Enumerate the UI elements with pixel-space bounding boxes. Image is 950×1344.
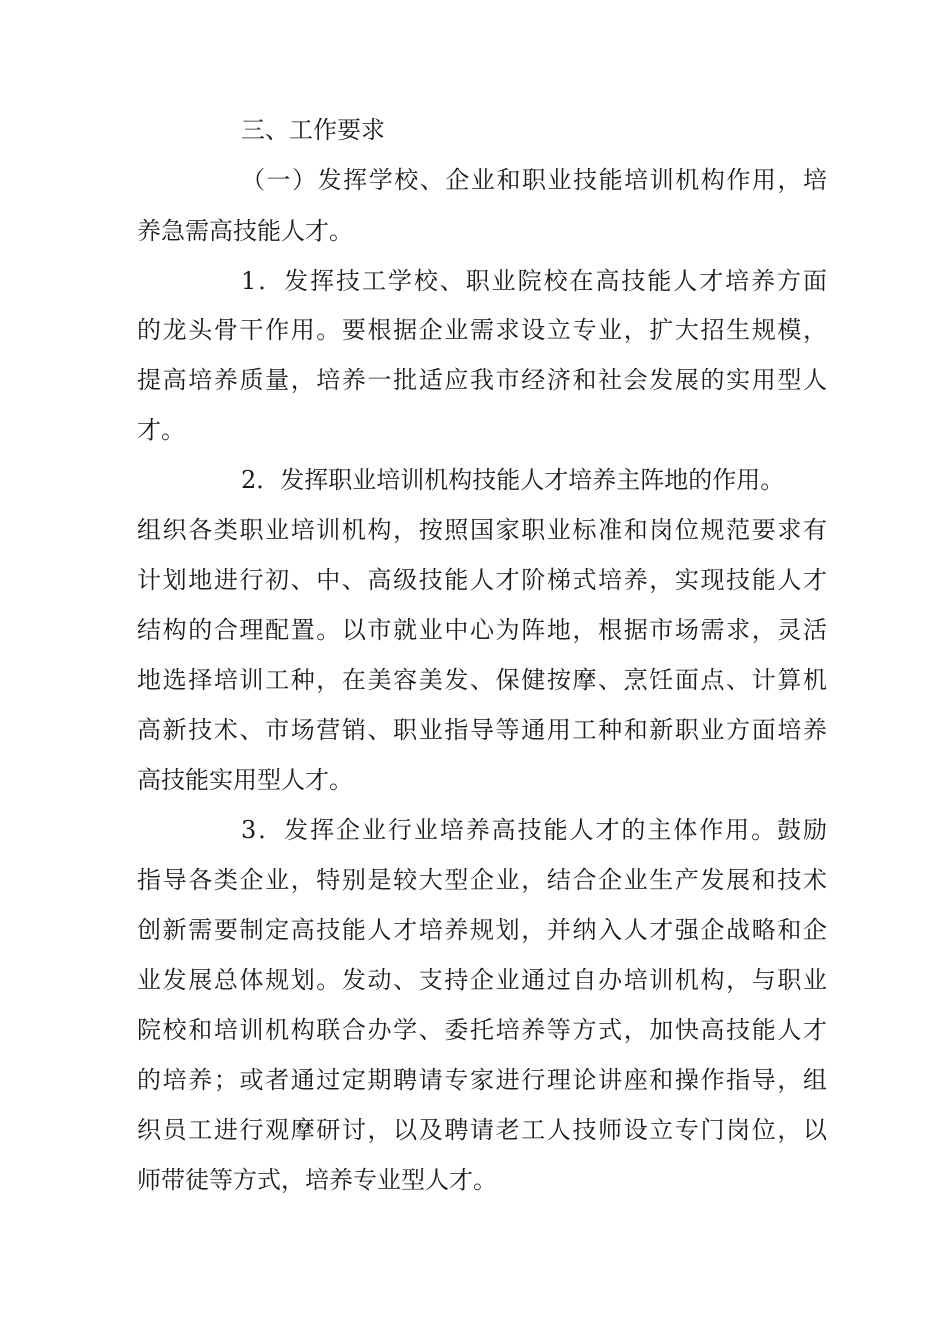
- para3-line-4: 业发展总体规划。发动、支持企业通过自办培训机构，与职业: [137, 966, 827, 994]
- para2-line-1: 2．发挥职业培训机构技能人才培养主阵地的作用。: [241, 466, 785, 494]
- subsection-title-line-1: （一）发挥学校、企业和职业技能培训机构作用，培: [241, 166, 827, 194]
- para1-line-3: 提高培养质量，培养一批适应我市经济和社会发展的实用型人: [137, 366, 827, 394]
- para3-line-1: 3．发挥企业行业培养高技能人才的主体作用。鼓励: [241, 816, 827, 844]
- para1-line-1: 1．发挥技工学校、职业院校在高技能人才培养方面: [241, 267, 827, 295]
- para3-line-2: 指导各类企业，特别是较大型企业，结合企业生产发展和技术: [137, 866, 827, 894]
- para2-line-7: 高技能实用型人才。: [137, 766, 353, 794]
- para2-line-3: 计划地进行初、中、高级技能人才阶梯式培养，实现技能人才: [137, 566, 827, 594]
- para3-line-8: 师带徒等方式，培养专业型人才。: [137, 1166, 497, 1194]
- subsection-title-line-2: 养急需高技能人才。: [137, 217, 353, 245]
- para2-line-2: 组织各类职业培训机构，按照国家职业标准和岗位规范要求有: [137, 516, 827, 544]
- para2-line-6: 高新技术、市场营销、职业指导等通用工种和新职业方面培养: [137, 716, 827, 744]
- para3-line-6: 的培养；或者通过定期聘请专家进行理论讲座和操作指导，组: [137, 1066, 827, 1094]
- para1-line-4: 才。: [137, 416, 185, 444]
- para2-line-4: 结构的合理配置。以市就业中心为阵地，根据市场需求，灵活: [137, 616, 827, 644]
- para3-line-5: 院校和培训机构联合办学、委托培养等方式，加快高技能人才: [137, 1016, 827, 1044]
- para2-line-5: 地选择培训工种，在美容美发、保健按摩、烹饪面点、计算机: [137, 666, 827, 694]
- para1-line-2: 的龙头骨干作用。要根据企业需求设立专业，扩大招生规模，: [137, 316, 827, 344]
- section-heading: 三、工作要求: [241, 116, 385, 144]
- para3-line-3: 创新需要制定高技能人才培养规划，并纳入人才强企战略和企: [137, 916, 827, 944]
- para3-line-7: 织员工进行观摩研讨，以及聘请老工人技师设立专门岗位，以: [137, 1116, 827, 1144]
